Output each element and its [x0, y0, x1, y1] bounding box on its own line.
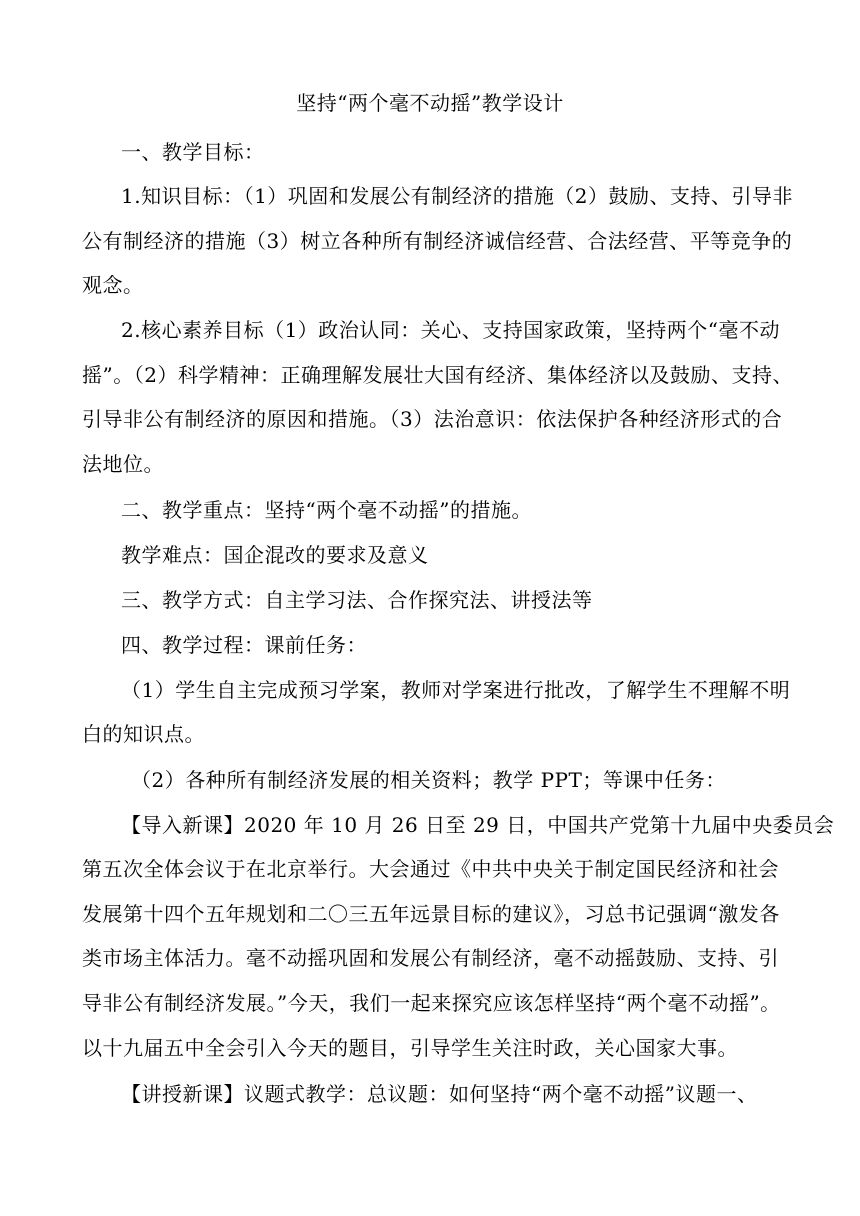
paragraph-line: 引导非公有制经济的原因和措施。（3）法治意识：依法保护各种经济形式的合 — [82, 407, 783, 431]
paragraph-line: 1.知识目标：（1）巩固和发展公有制经济的措施（2）鼓励、支持、引导非 — [121, 184, 794, 208]
section-heading-methods: 三、教学方式：自主学习法、合作探究法、讲授法等 — [121, 588, 593, 612]
paragraph-line: 发展第十四个五年规划和二〇三五年远景目标的建议》，习总书记强调“激发各 — [82, 902, 780, 926]
paragraph-line: 法地位。 — [82, 452, 164, 476]
paragraph-line: 白的知识点。 — [82, 722, 205, 746]
document-title: 坚持“两个毫不动摇”教学设计 — [296, 91, 564, 115]
section-heading-process: 四、教学过程：课前任务： — [121, 633, 367, 657]
section-heading-key-points: 二、教学重点：坚持“两个毫不动摇”的措施。 — [121, 498, 532, 522]
paragraph-line: 【导入新课】2020 年 10 月 26 日至 29 日，中国共产党第十九届中央委员会 — [121, 813, 835, 837]
paragraph-line: 2.核心素养目标（1）政治认同：关心、支持国家政策，坚持两个“毫不动 — [121, 318, 781, 342]
section-heading-objectives: 一、教学目标： — [121, 140, 265, 164]
paragraph-line: （2）各种所有制经济发展的相关资料；教学 PPT；等课中任务： — [131, 768, 726, 792]
paragraph-line: 公有制经济的措施（3）树立各种所有制经济诚信经营、合法经营、平等竞争的 — [82, 229, 793, 253]
paragraph-line: 导非公有制经济发展。”今天，我们一起来探究应该怎样坚持“两个毫不动摇”。 — [82, 991, 781, 1015]
paragraph-line: 以十九届五中全会引入今天的题目，引导学生关注时政，关心国家大事。 — [82, 1036, 738, 1060]
paragraph-line: 观念。 — [82, 273, 144, 297]
paragraph-line: 教学难点：国企混改的要求及意义 — [121, 543, 429, 567]
paragraph-line: 类市场主体活力。毫不动摇巩固和发展公有制经济，毫不动摇鼓励、支持、引 — [82, 946, 779, 970]
paragraph-line: 第五次全体会议于在北京举行。大会通过《中共中央关于制定国民经济和社会 — [82, 857, 779, 881]
paragraph-line: 摇”。（2）科学精神：正确理解发展壮大国有经济、集体经济以及鼓励、支持、 — [82, 363, 793, 387]
paragraph-line: （1）学生自主完成预习学案，教师对学案进行批改，了解学生不理解不明 — [121, 678, 791, 702]
paragraph-line: 【讲授新课】议题式教学：总议题：如何坚持“两个毫不动摇”议题一、 — [121, 1082, 758, 1106]
